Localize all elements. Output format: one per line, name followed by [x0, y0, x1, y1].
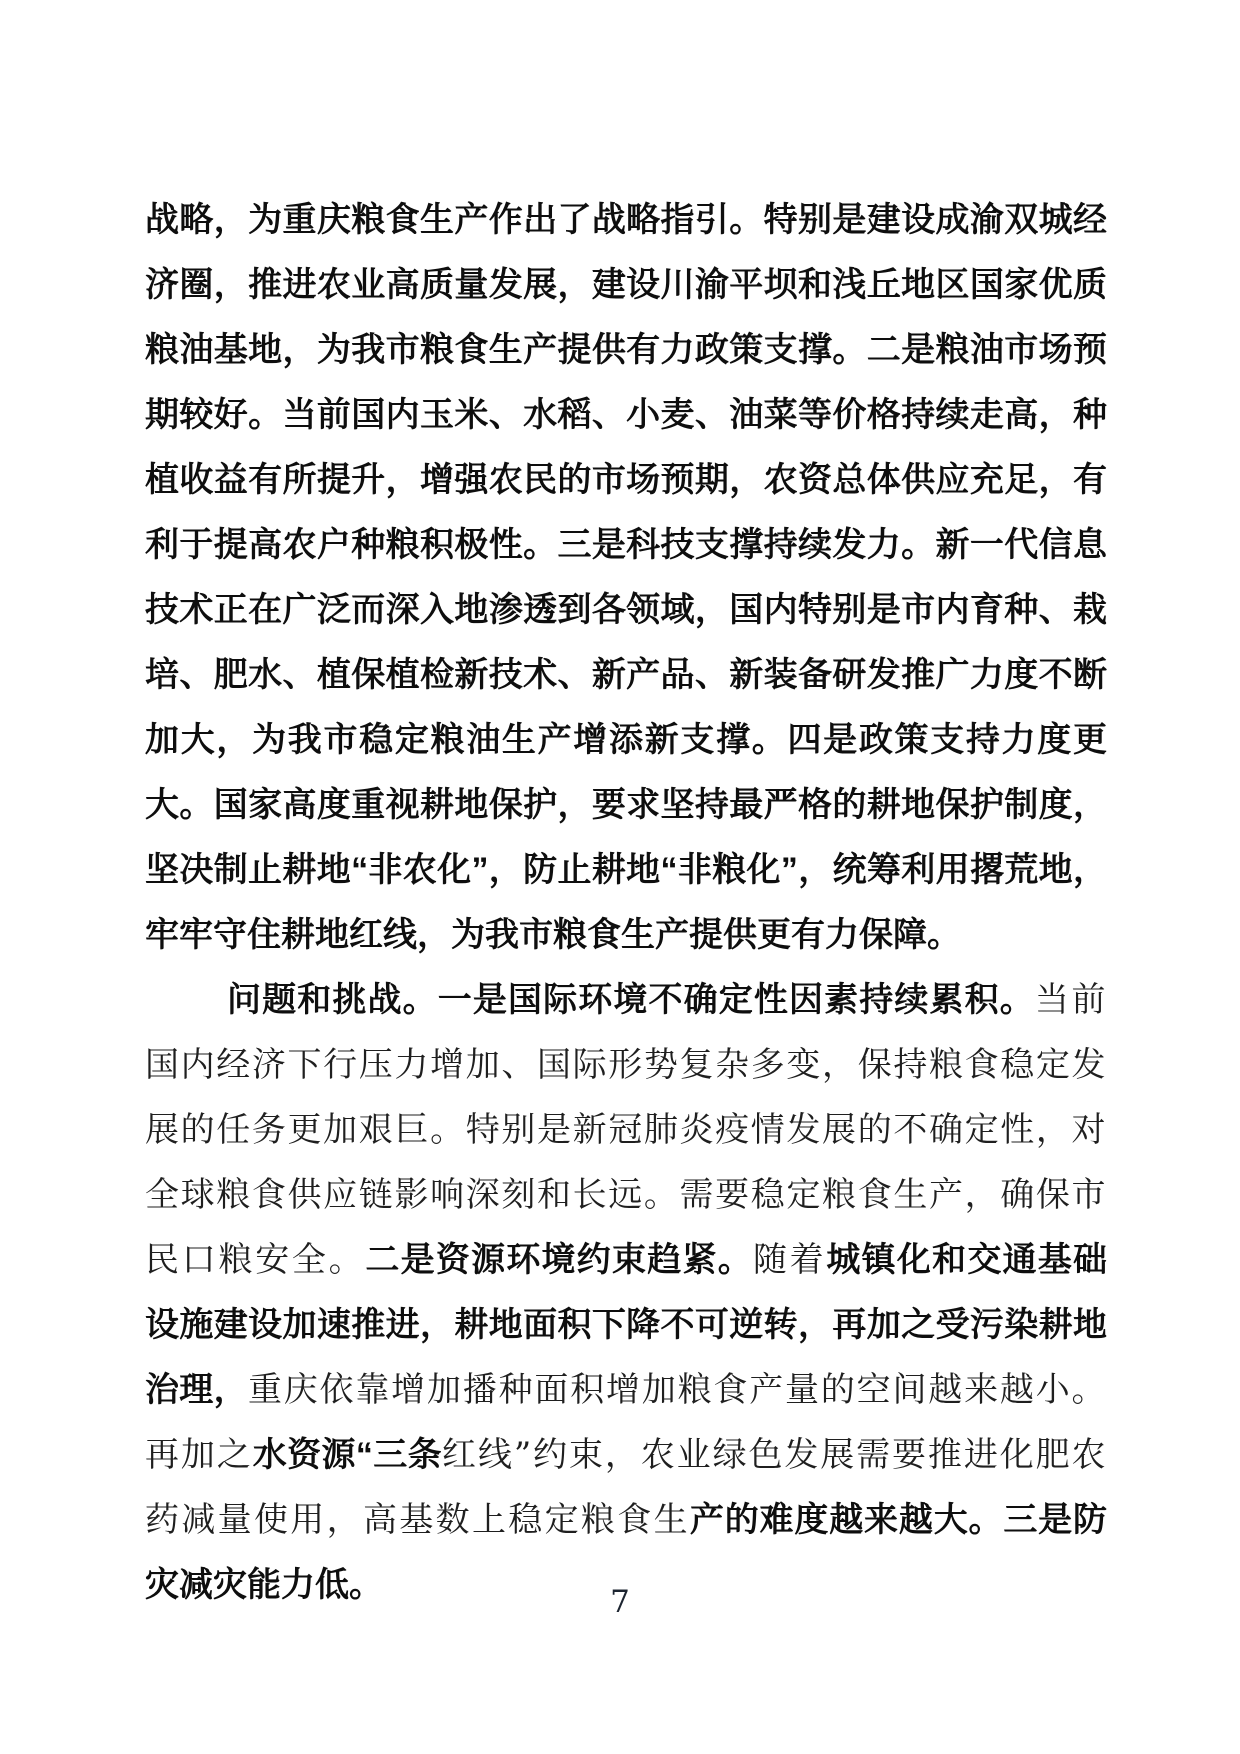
- text-run-bold: 战略，为重庆粮食生产作出了战略指引。特别是建设成渝双城经济圈，推进农业高质量发展，建设川渝平坝和浅丘地区国家优质粮油基地，为我市粮食生产提供有力政策支撑。二是粮油市场预期较好。当前国内玉米、水稻、小麦、油菜等价格持续走高，种植收益有所提升，增强农民的市场预期，农资总体供应充足，有利于提高农户种粮积极性。三是科技支撑持续发力。新一代信息技术正在广泛而深入地渗透到各领域，国内特别是市内育种、栽培、肥水、植保植检新技术、新产品、新装备研发推广力度不断加大，为我市稳定粮油生产增添新支撑。四是政策支持力度更大。国家高度重视耕地保护，要求坚持最严格的耕地保护制度，坚决制止耕地“非农化”，防止耕地“非粮化”，统筹利用撂荒地，牢牢守住耕地红线，为我市粮食生产提供更有力保障。: [145, 201, 1107, 954]
- text-run-light: 随着: [752, 1240, 827, 1280]
- text-run-bold: 城镇化和交通基础设施建设加速推进，耕地面积下降不可逆转，再加之受污染耕地治理，: [145, 1241, 1108, 1409]
- text-run-light: 红线”约束，农业绿色发展需要推进化肥农药减量使用，高基数上稳定粮食生: [145, 1435, 1108, 1540]
- document-body: [145, 188, 1107, 1618]
- text-run-bold: 二是资源环境约束趋紧。: [365, 1241, 753, 1279]
- text-run-bold: 产的难度越来越大。三是防灾减灾能力低。: [145, 1501, 1108, 1604]
- page-number: 7: [610, 1584, 630, 1620]
- paragraph-opportunities: [145, 188, 1107, 968]
- text-run-bold: 水资源“三条: [252, 1436, 443, 1474]
- text-run-bold: 问题和挑战。一是国际环境不确定性因素持续累积。: [227, 981, 1035, 1019]
- text-run-light: 重庆依靠增加播种面积增加粮食产量的空间越来越小。再加之: [145, 1370, 1108, 1475]
- paragraph-problems-challenges: [145, 968, 1107, 1618]
- text-run-light: 当前国内经济下行压力增加、国际形势复杂多变，保持粮食稳定发展的任务更加艰巨。特别是新冠肺炎疫情发展的不确定性，对全球粮食供应链影响深刻和长远。需要稳定粮食生产，确保市民口粮安全。: [145, 980, 1107, 1280]
